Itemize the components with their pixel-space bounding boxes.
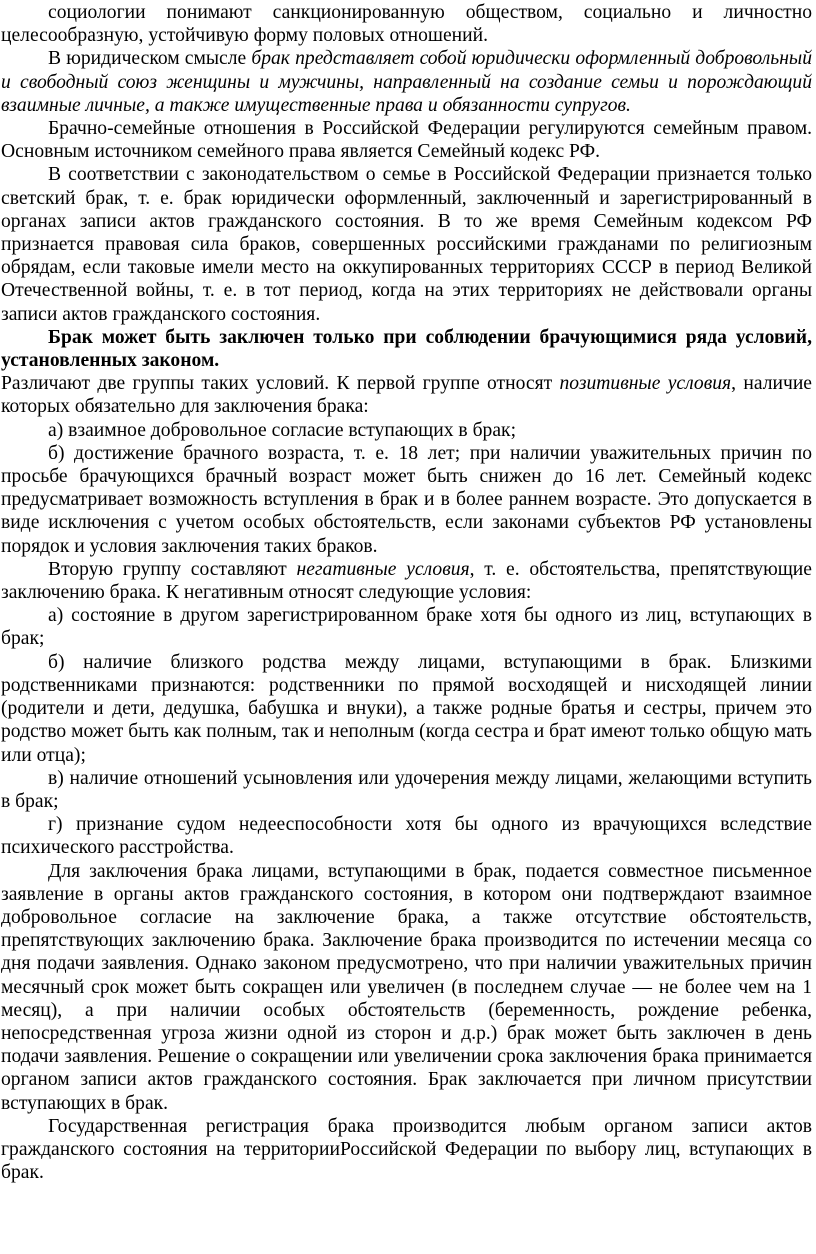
list-item-consent: а) взаимное добровольное согласие вступающих в брак;	[48, 419, 517, 441]
paragraph-sociology-definition: социологии понимают санкционированную обществом, социально и личностно целесообразную, устойчивую форму половых отношений.	[1, 2, 812, 47]
negative-conditions-term: негативные условия	[296, 558, 470, 580]
list-item-close-kinship: б) наличие близкого родства между лицами, вступающими в брак. Близкими родственниками признаются: родственники по прямой восходящей и нисходящей линии (родители и дети, дедушка, бабушка и внуки), а также родные братья и сестры, причем это родство может быть как полным, так и неполным (когда сестра и брат имеют только общую мать или отца);	[1, 651, 812, 766]
legal-definition-italic: брак представляет собой юридически оформленный добровольный и свободный союз женщины и мужчины, направленный на создание семьи и порождающий взаимные личные, а также имущественные права и обязанности супругов.	[1, 48, 812, 116]
paragraph-legal-definition	[1, 47, 812, 117]
list-item-adoption: в) наличие отношений усыновления или удочерения между лицами, желающими вступить в брак;	[1, 767, 812, 812]
negative-conditions-tail: , т. е. обстоятельства, препятствующие заключению брака. К негативным относят следующие условия:	[1, 558, 812, 604]
legal-definition-lead: В юридическом смысле	[48, 48, 252, 70]
paragraph-family-law: Брачно-семейные отношения в Российской Федерации регулируются семейным правом. Основным источником семейного права является Семейный кодекс РФ.	[1, 118, 812, 163]
paragraph-positive-conditions	[1, 372, 812, 418]
paragraph-conditions-heading: Брак может быть заключен только при соблюдении брачующимися ряда условий, установленных законом.	[1, 326, 812, 372]
positive-conditions-tail: , наличие которых обязательно для заключения брака:	[1, 373, 813, 418]
list-item-incapacity: г) признание судом недееспособности хотя бы одного из врачующихся вследствие психического расстройства.	[1, 814, 812, 859]
positive-conditions-lead: Различают две группы таких условий. К первой группе относят	[1, 373, 560, 395]
list-item-marriage-age: б) достижение брачного возраста, т. е. 18 лет; при наличии уважительных причин по просьбе брачующихся брачный возраст может быть снижен до 16 лет. Семейный кодекс предусматривает возможность вступления в брак и в более раннем возрасте. Это допускается в виде исключения с учетом особых обстоятельств, если законами субъектов РФ установлены порядок и условия заключения таких браков.	[1, 442, 812, 557]
positive-conditions-term: позитивные условия	[559, 373, 732, 395]
negative-conditions-lead: Вторую группу составляют	[48, 558, 297, 580]
paragraph-state-registration: Государственная регистрация брака производится любым органом записи актов гражданского состояния на территорииРоссийской Федерации по выбору лиц, вступающих в брак.	[1, 1115, 812, 1184]
list-item-existing-marriage: а) состояние в другом зарегистрированном браке хотя бы одного из лиц, вступающих в брак;	[1, 605, 812, 650]
paragraph-secular-marriage: В соответствии с законодательством о семье в Российской Федерации признается только светский брак, т. е. брак юридически оформленный, заключенный и зарегистрированный в органах записи актов гражданского состояния. В то же время Семейным кодексом РФ признается правовая сила браков, совершенных российскими гражданами по религиозным обрядам, если таковые имели место на оккупированных территориях СССР в период Великой Отечественной войны, т. е. в тот период, когда на этих территориях не действовали органы записи актов гражданского состояния.	[1, 164, 812, 325]
paragraph-application-procedure: Для заключения брака лицами, вступающими в брак, подается совместное письменное заявление в органы актов гражданского состояния, в котором они подтверждают взаимное добровольное согласие на заключение брака, а также отсутствие обстоятельств, препятствующих заключению брака. Заключение брака производится по истечении месяца со дня подачи заявления. Однако законом предусмотрено, что при наличии уважительных причин месячный срок может быть сокращен или увеличен (в последнем случае — не более чем на 1 месяц), а при наличии особых обстоятельств (беременность, рождение ребенка, непосредственная угроза жизни одной из сторон и д.р.) брак может быть заключен в день подачи заявления. Решение о сокращении или увеличении срока заключения брака принимается органом записи актов гражданского состояния. Брак заключается при личном присутствии вступающих в брак.	[1, 860, 812, 1114]
paragraph-negative-conditions	[1, 558, 812, 604]
